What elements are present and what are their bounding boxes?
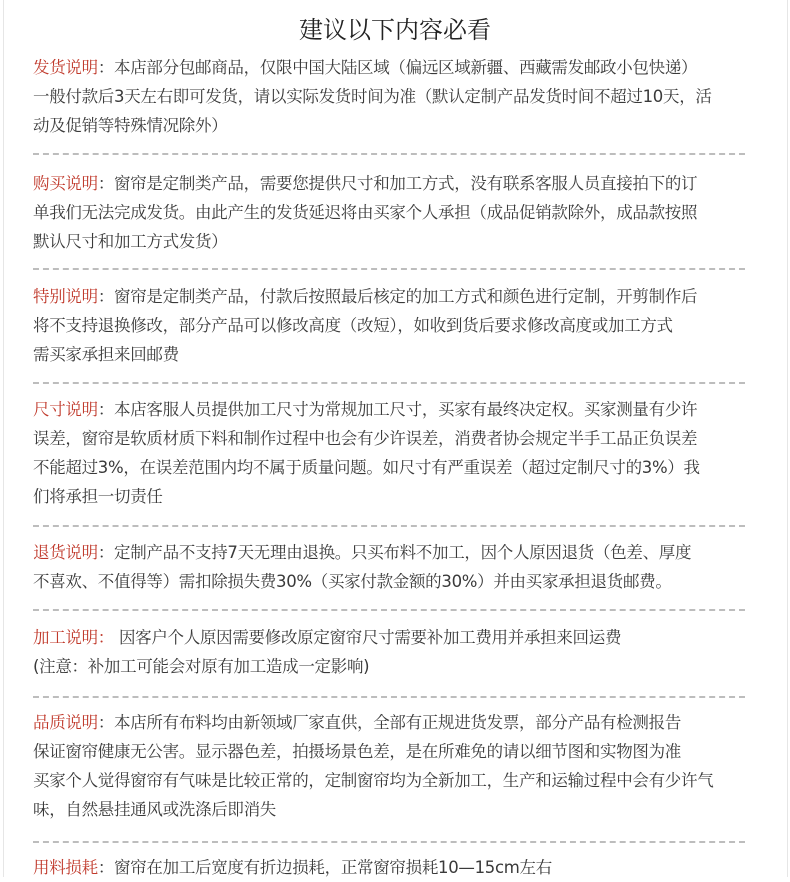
section-text: 不喜欢、不值得等）需扣除损失费30%（买家付款金额的30%）并由买家承担退货邮费。 [33,572,672,591]
dashed-divider [33,525,745,527]
page-title: 建议以下内容必看 [299,16,491,44]
section-label: 发货说明 [33,58,98,77]
section-line [33,169,748,198]
section-line [33,282,748,311]
section-text: 将不支持退换修改，部分产品可以修改高度（改短），如收到货后要求修改高度或加工方式 [33,316,673,335]
section-label: 购买说明 [33,174,98,193]
section-label: 用料损耗 [33,858,98,877]
section-label: 加工说明： [33,628,115,647]
section-line [33,766,748,795]
section-line [33,737,748,766]
dashed-divider [33,268,745,270]
section-quality [33,708,748,824]
section-text: 动及促销等特殊情况除外） [33,116,228,135]
section-line [33,482,748,511]
section-text: 保证窗帘健康无公害。显示器色差，拍摄场景色差，是在所难免的请以细节图和实物图为准 [33,742,682,761]
dashed-divider [33,382,745,384]
section-text: 因客户个人原因需要修改原定窗帘尺寸需要补加工费用并承担来回运费 [114,628,622,647]
section-text: 一般付款后3天左右即可发货，请以实际发货时间为准（默认定制产品发货时间不超过10天，活 [33,87,712,106]
section-line [33,111,748,140]
section-text: 买家个人觉得窗帘有气味是比较正常的，定制窗帘均为全新加工，生产和运输过程中会有少许气 [33,771,714,790]
section-line [33,853,748,882]
section-text: 味，自然悬挂通风或洗涤后即消失 [33,800,277,819]
section-text: ：窗帘在加工后宽度有折边损耗，正常窗帘损耗10—15cm左右 [97,858,552,877]
section-size [33,395,748,511]
section-label: 品质说明 [33,713,98,732]
section-text: ：定制产品不支持7天无理由退换。只买布料不加工，因个人原因退货（色差、厚度 [97,543,692,562]
section-line [33,82,748,111]
section-text: 默认尺寸和加工方式发货） [33,232,228,251]
section-line [33,708,748,737]
section-line [33,311,748,340]
section-text: ：窗帘是定制类产品，付款后按照最后核定的加工方式和颜色进行定制，开剪制作后 [97,287,698,306]
section-text: 误差，窗帘是软质材质下料和制作过程中也会有少许误差，消费者协会规定半手工品正负误差 [33,429,698,448]
section-processing [33,623,748,681]
section-text: ：本店所有布料均由新领域厂家直供，全部有正规进货发票，部分产品有检测报告 [97,713,682,732]
section-label: 特别说明 [33,287,98,306]
dashed-divider [33,153,745,155]
section-text: 们将承担一切责任 [33,487,163,506]
dashed-divider [33,609,745,611]
section-line [33,227,748,256]
section-special [33,282,748,369]
section-line [33,567,748,596]
section-line [33,53,748,82]
section-text: 不能超过3%，在误差范围内均不属于质量问题。如尺寸有严重误差（超过定制尺寸的3%）我 [33,458,700,477]
section-text: ：本店部分包邮商品，仅限中国大陆区域（偏远区域新疆、西藏需发邮政小包快递） [97,58,698,77]
section-text: (注意：补加工可能会对原有加工造成一定影响) [33,657,370,676]
section-line [33,340,748,369]
section-label: 退货说明 [33,543,98,562]
dashed-divider [33,696,745,698]
section-line [33,795,748,824]
section-return [33,538,748,596]
section-text: 需买家承担来回邮费 [33,345,179,364]
section-purchase [33,169,748,256]
section-text: ：本店客服人员提供加工尺寸为常规加工尺寸，买家有最终决定权。买家测量有少许 [97,400,698,419]
section-label: 尺寸说明 [33,400,98,419]
section-text: ：窗帘是定制类产品，需要您提供尺寸和加工方式，没有联系客服人员直接拍下的订 [97,174,698,193]
section-line [33,538,748,567]
section-material-loss [33,853,748,882]
section-line [33,424,748,453]
section-line [33,395,748,424]
section-line [33,652,748,681]
dashed-divider [33,841,745,843]
section-text: 单我们无法完成发货。由此产生的发货延迟将由买家个人承担（成品促销款除外，成品款按照 [33,203,698,222]
section-shipping [33,53,748,140]
section-line [33,453,748,482]
section-line [33,198,748,227]
section-line [33,623,748,652]
